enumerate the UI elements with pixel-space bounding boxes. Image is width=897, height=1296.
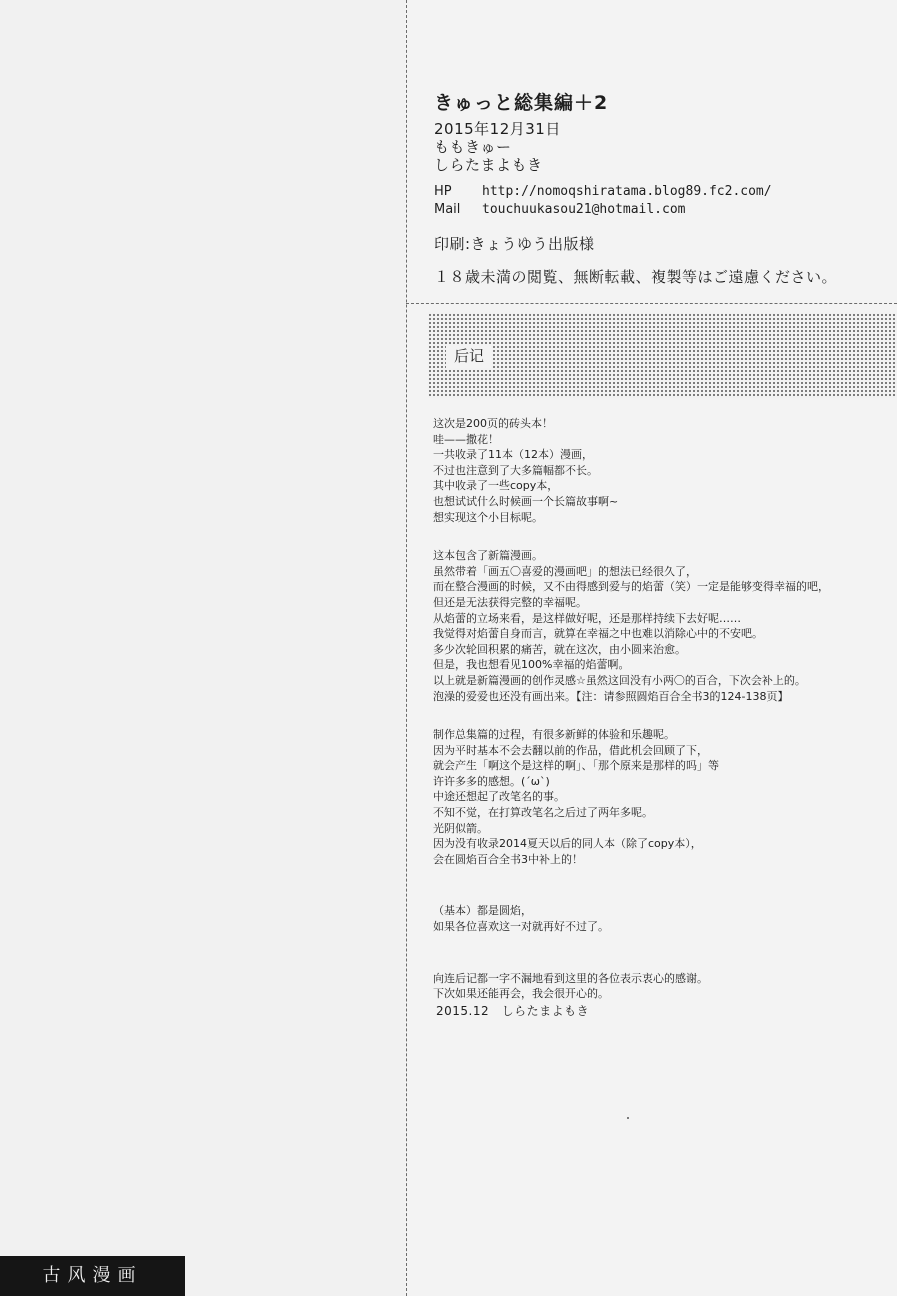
blank-left-page — [0, 0, 405, 1296]
text-line: 许许多多的感想。(´ω`) — [433, 774, 550, 788]
text-line: 下次如果还能再会，我会很开心的。 — [433, 987, 609, 1001]
circle-name: ももきゅー — [434, 138, 512, 156]
text-line: 向连后记都一字不漏地看到这里的各位表示衷心的感谢。 — [433, 971, 708, 985]
printer-credit: 印刷:きょうゆう出版様 — [434, 235, 595, 253]
publish-date: 2015年12月31日 — [434, 120, 561, 138]
book-title: きゅっと総集編＋2 — [434, 92, 609, 114]
afterword-paragraph — [433, 416, 893, 525]
mail-address: touchuukasou21@hotmail.com — [482, 202, 686, 217]
text-line: 光阴似箭。 — [433, 821, 488, 835]
text-line: （基本）都是圆焰， — [433, 904, 532, 918]
text-line: 我觉得对焰蕾自身而言，就算在幸福之中也难以消除心中的不安吧。 — [433, 627, 763, 641]
text-line: 其中收录了一些copy本， — [433, 479, 559, 493]
text-line: 中途还想起了改笔名的事。 — [433, 790, 565, 804]
text-line: 想实现这个小目标呢。 — [433, 510, 543, 524]
afterword-paragraph — [433, 548, 893, 704]
text-line: 而在整合漫画的时候，又不由得感到爱与的焰蕾（笑）一定是能够变得幸福的吧， — [433, 580, 829, 594]
afterword-heading: 后记 — [446, 344, 492, 368]
text-line: 制作总集篇的过程，有很多新鲜的体验和乐趣呢。 — [433, 728, 675, 742]
text-line: 从焰蕾的立场来看，是这样做好呢，还是那样持续下去好呢…… — [433, 611, 741, 625]
text-line: 但还是无法获得完整的幸福呢。 — [433, 595, 587, 609]
text-line: 如果各位喜欢这一对就再好不过了。 — [433, 920, 609, 934]
afterword-header-box — [428, 313, 897, 398]
hp-url: http://nomoqshiratama.blog89.fc2.com/ — [482, 184, 772, 199]
text-line: 一共收录了11本（12本）漫画， — [433, 448, 593, 462]
text-line: 就会产生「啊这个是这样的啊」、「那个原来是那样的吗」等 — [433, 759, 719, 773]
text-line: 但是，我也想看见100%幸福的焰蕾啊。 — [433, 658, 630, 672]
mail-label: Mail — [434, 202, 461, 217]
horizontal-dashed-divider — [406, 303, 897, 304]
text-line: 多少次轮回积累的痛苦，就在这次，由小圆来治愈。 — [433, 642, 686, 656]
text-line: 以上就是新篇漫画的创作灵感☆虽然这回没有小两〇的百合，下次会补上的。 — [433, 673, 806, 687]
text-line: 这次是200页的砖头本！ — [433, 417, 553, 430]
text-line: 不知不觉，在打算改笔名之后过了两年多呢。 — [433, 806, 653, 820]
afterword-signature: 2015.12 しらたまよもき — [436, 1004, 590, 1018]
vertical-dashed-divider — [406, 0, 407, 1296]
text-line: 泡澡的爱爱也还没有画出来。【注：请参照圆焰百合全书3的124-138页】 — [433, 689, 789, 703]
afterword-paragraph — [433, 727, 893, 867]
text-line: 这本包含了新篇漫画。 — [433, 549, 543, 563]
afterword-body — [433, 416, 893, 1025]
afterword-paragraph — [433, 903, 893, 934]
hp-label: HP — [434, 184, 452, 199]
text-line: 不过也注意到了大多篇幅都不长。 — [433, 463, 598, 477]
afterword-paragraph — [433, 971, 893, 1002]
text-line: 哇——撒花！ — [433, 432, 499, 446]
text-line: 因为没有收录2014夏天以后的同人本（除了copy本）， — [433, 837, 702, 851]
scanlation-watermark: 古风漫画 — [0, 1256, 185, 1296]
text-line: 虽然带着「画五〇喜爱的漫画吧」的想法已经很久了， — [433, 564, 697, 578]
text-line: 因为平时基本不会去翻以前的作品，借此机会回顾了下， — [433, 743, 708, 757]
text-line: 会在圆焰百合全书3中补上的！ — [433, 852, 583, 866]
text-line: 也想试试什么时候画一个长篇故事啊~ — [433, 494, 619, 508]
author-name: しらたまよもき — [434, 156, 543, 174]
paper-speck — [627, 1117, 629, 1119]
age-notice: １８歳未満の閲覧、無断転載、複製等はご遠慮ください。 — [434, 268, 838, 286]
